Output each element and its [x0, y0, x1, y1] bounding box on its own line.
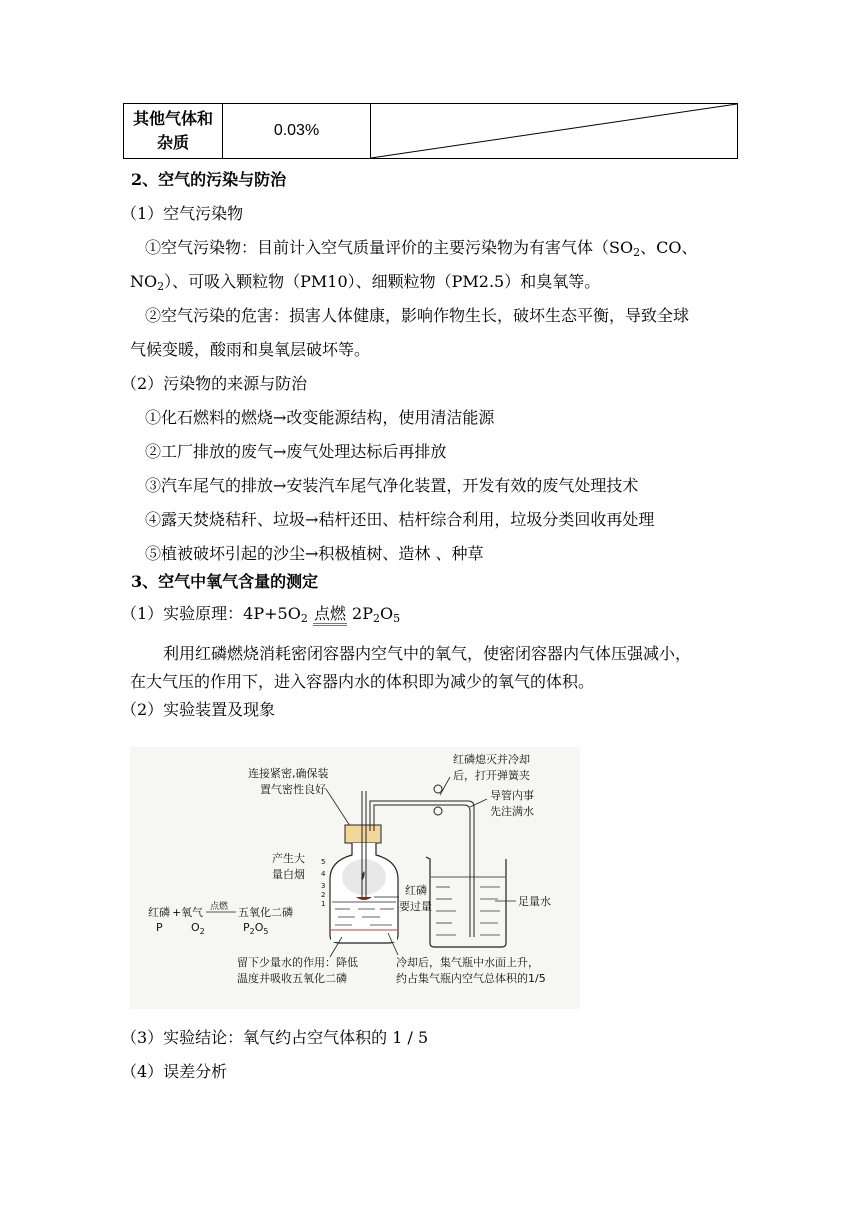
section2-heading: 2、空气的污染与防治	[131, 170, 287, 189]
label-cool-1: 红磷熄灭并冷却	[453, 753, 530, 766]
section2-sub2: （2）污染物的来源与防治	[121, 374, 308, 393]
svg-text:2: 2	[321, 891, 326, 899]
svg-text:O2: $O_2$	[191, 921, 205, 936]
list-item: ②工厂排放的废气→废气处理达标后再排放	[145, 442, 447, 461]
label-rise-1: 冷却后，集气瓶中水面上升，	[396, 956, 539, 969]
harm-line2: 气候变暖，酸雨和臭氧层破坏等。	[130, 340, 371, 359]
section3-sub4: （4）误差分析	[121, 1062, 228, 1081]
empty-diagonal-cell	[371, 104, 738, 159]
label-tube-1: 导管内事	[490, 789, 534, 802]
section3-heading: 3、空气中氧气含量的测定	[131, 572, 319, 591]
label-leftwater-2: 温度并吸收五氧化二磷	[237, 972, 347, 985]
label-water: 足量水	[518, 895, 551, 908]
svg-text:4: 4	[321, 870, 326, 878]
component-cell	[124, 104, 223, 159]
pollutants-line1: ①空气污染物：目前计入空气质量评价的主要污染物为有害气体（$SO_2$、CO、	[145, 238, 698, 259]
list-item: ④露天焚烧秸秆、垃圾→秸杆还田、桔杆综合利用，垃圾分类回收再处理	[145, 510, 655, 529]
diagonal-line	[371, 104, 737, 158]
apparatus-figure	[130, 747, 580, 1009]
section3-sub2: （2）实验装置及现象	[121, 700, 276, 719]
svg-text:1: 1	[321, 900, 326, 908]
label-leftwater-1: 留下少量水的作用：降低	[237, 956, 358, 969]
list-item: ③汽车尾气的排放→安装汽车尾气净化装置，开发有效的废气处理技术	[145, 476, 639, 495]
component-line-1: 其他气体和	[132, 109, 213, 128]
svg-text:3: 3	[321, 882, 326, 890]
label-smoke-1: 产生大	[272, 852, 305, 865]
svg-text:5: 5	[321, 858, 326, 866]
percent-cell: 0.03%	[223, 104, 371, 159]
label-seal-2: 置气密性良好	[260, 783, 326, 796]
label-seal-1: 连接紧密,确保装	[248, 767, 329, 780]
harm-line1: ②空气污染的危害：损害人体健康，影响作物生长，破坏生态平衡，导致全球	[145, 306, 690, 325]
beaker	[426, 857, 506, 947]
svg-text:五氧化二磷: 五氧化二磷	[238, 906, 293, 919]
explain-line2: 在大气压的作用下，进入容器内水的体积即为减少的氧气的体积。	[130, 672, 595, 691]
label-tube-2: 先注满水	[490, 805, 534, 818]
label-cool-2: 后，打开弹簧夹	[453, 769, 530, 782]
explain-line1: 利用红磷燃烧消耗密闭容器内空气中的氧气，使密闭容器内气体压强减小，	[163, 644, 692, 663]
svg-text:P2O5: $P_2O_5$	[243, 921, 269, 936]
svg-text:点燃: 点燃	[210, 902, 229, 912]
list-item: ①化石燃料的燃烧→改变能源结构，使用清洁能源	[145, 408, 495, 427]
svg-text:P: P	[156, 921, 163, 934]
label-rise-2: 约占集气瓶内空气总体积的1/5	[396, 972, 546, 985]
svg-text:红磷: 红磷	[148, 906, 170, 919]
apparatus-diagram	[130, 747, 580, 1009]
condition-ignite: 点燃	[313, 604, 347, 626]
principle-equation: （1）实验原理：$4P+5O_2$ 点燃 $2P_2O_5$	[121, 604, 401, 625]
svg-text:+: +	[172, 906, 182, 919]
conclusion: （3）实验结论：氧气约占空气体积的 1 / 5	[121, 1028, 429, 1047]
svg-text:氧气: 氧气	[181, 906, 203, 919]
component-line-2: 杂质	[156, 133, 189, 152]
label-red-p-1: 红磷	[405, 884, 427, 897]
air-composition-table-fragment	[123, 103, 738, 159]
section2-sub1: （1）空气污染物	[121, 204, 244, 223]
pollutants-line2: $NO_2$）、可吸入颗粒物（PM10）、细颗粒物（PM2.5）和臭氧等。	[130, 272, 601, 293]
gas-bottle	[321, 791, 398, 943]
table-row	[124, 104, 738, 159]
label-smoke-2: 量白烟	[272, 868, 305, 881]
list-item: ⑤植被破坏引起的沙尘→积极植树、造林 、种草	[145, 544, 484, 563]
label-red-p-2: 要过量	[399, 900, 432, 913]
